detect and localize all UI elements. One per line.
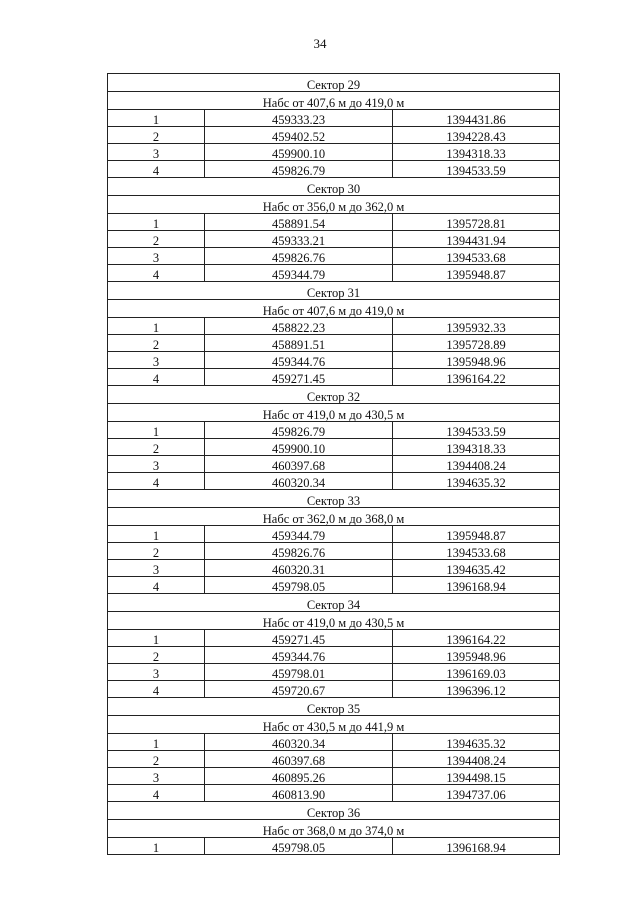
table-row xyxy=(108,422,560,439)
sector-title: Сектор 34 xyxy=(108,594,560,612)
table-row xyxy=(108,161,560,178)
sector-altitude-range: Набс от 362,0 м до 368,0 м xyxy=(108,508,560,526)
point-number: 2 xyxy=(108,127,205,144)
sector-range-row xyxy=(108,196,560,214)
coordinate-y: 1395932.33 xyxy=(393,318,560,335)
sector-range-row xyxy=(108,716,560,734)
coordinate-x: 459271.45 xyxy=(205,369,393,386)
coordinate-x: 459900.10 xyxy=(205,439,393,456)
coordinate-y: 1394533.68 xyxy=(393,248,560,265)
table-body xyxy=(108,74,560,855)
coordinate-y: 1395948.87 xyxy=(393,526,560,543)
point-number: 2 xyxy=(108,439,205,456)
sector-range-row xyxy=(108,92,560,110)
coordinate-x: 458891.51 xyxy=(205,335,393,352)
sector-coordinates-table xyxy=(107,73,560,855)
sector-title-row xyxy=(108,386,560,404)
coordinate-x: 459798.01 xyxy=(205,664,393,681)
coordinate-y: 1394431.94 xyxy=(393,231,560,248)
page-number: 34 xyxy=(313,36,327,51)
point-number: 2 xyxy=(108,647,205,664)
coordinate-y: 1394318.33 xyxy=(393,144,560,161)
coordinate-x: 459344.79 xyxy=(205,265,393,282)
table-row xyxy=(108,214,560,231)
coordinate-x: 458891.54 xyxy=(205,214,393,231)
coordinate-x: 459798.05 xyxy=(205,838,393,855)
point-number: 1 xyxy=(108,422,205,439)
sector-range-row xyxy=(108,300,560,318)
point-number: 2 xyxy=(108,751,205,768)
coordinate-x: 459826.79 xyxy=(205,161,393,178)
point-number: 3 xyxy=(108,144,205,161)
point-number: 3 xyxy=(108,456,205,473)
sector-altitude-range: Набс от 407,6 м до 419,0 м xyxy=(108,300,560,318)
coordinate-y: 1394408.24 xyxy=(393,456,560,473)
coordinate-y: 1394533.59 xyxy=(393,422,560,439)
table-row xyxy=(108,110,560,127)
point-number: 4 xyxy=(108,265,205,282)
sector-title: Сектор 36 xyxy=(108,802,560,820)
coordinate-y: 1396396.12 xyxy=(393,681,560,698)
sector-title-row xyxy=(108,594,560,612)
sector-title: Сектор 35 xyxy=(108,698,560,716)
table-row xyxy=(108,751,560,768)
point-number: 1 xyxy=(108,318,205,335)
table-row xyxy=(108,630,560,647)
coordinate-x: 460320.34 xyxy=(205,734,393,751)
sector-title-row xyxy=(108,74,560,92)
coordinate-y: 1394318.33 xyxy=(393,439,560,456)
table-row xyxy=(108,647,560,664)
coordinate-y: 1396169.03 xyxy=(393,664,560,681)
coordinate-x: 460320.31 xyxy=(205,560,393,577)
point-number: 3 xyxy=(108,560,205,577)
table-row xyxy=(108,352,560,369)
coordinate-x: 460813.90 xyxy=(205,785,393,802)
point-number: 3 xyxy=(108,664,205,681)
point-number: 4 xyxy=(108,785,205,802)
coordinate-x: 459826.79 xyxy=(205,422,393,439)
point-number: 4 xyxy=(108,161,205,178)
table-row xyxy=(108,768,560,785)
coordinate-y: 1396164.22 xyxy=(393,630,560,647)
coordinate-x: 459402.52 xyxy=(205,127,393,144)
sector-altitude-range: Набс от 356,0 м до 362,0 м xyxy=(108,196,560,214)
coordinate-x: 459333.21 xyxy=(205,231,393,248)
table-row xyxy=(108,335,560,352)
sector-title-row xyxy=(108,282,560,300)
point-number: 3 xyxy=(108,768,205,785)
point-number: 1 xyxy=(108,110,205,127)
table-row xyxy=(108,838,560,855)
coordinate-y: 1394228.43 xyxy=(393,127,560,144)
sector-title: Сектор 32 xyxy=(108,386,560,404)
sector-altitude-range: Набс от 419,0 м до 430,5 м xyxy=(108,404,560,422)
coordinate-y: 1394635.42 xyxy=(393,560,560,577)
table-row xyxy=(108,369,560,386)
sector-range-row xyxy=(108,508,560,526)
sector-altitude-range: Набс от 430,5 м до 441,9 м xyxy=(108,716,560,734)
coordinate-x: 459720.67 xyxy=(205,681,393,698)
table-row xyxy=(108,526,560,543)
coordinate-x: 460895.26 xyxy=(205,768,393,785)
table-row xyxy=(108,144,560,161)
table-row xyxy=(108,127,560,144)
table-row xyxy=(108,560,560,577)
coordinate-x: 459271.45 xyxy=(205,630,393,647)
coordinate-y: 1394533.68 xyxy=(393,543,560,560)
point-number: 4 xyxy=(108,473,205,490)
coordinate-y: 1396168.94 xyxy=(393,577,560,594)
point-number: 3 xyxy=(108,248,205,265)
point-number: 2 xyxy=(108,543,205,560)
coordinate-x: 459826.76 xyxy=(205,543,393,560)
point-number: 1 xyxy=(108,838,205,855)
coordinate-x: 460397.68 xyxy=(205,751,393,768)
sector-title: Сектор 33 xyxy=(108,490,560,508)
coordinate-x: 458822.23 xyxy=(205,318,393,335)
table-row xyxy=(108,439,560,456)
sector-title: Сектор 30 xyxy=(108,178,560,196)
coordinate-y: 1394408.24 xyxy=(393,751,560,768)
coordinate-x: 459900.10 xyxy=(205,144,393,161)
coordinate-y: 1395948.87 xyxy=(393,265,560,282)
table-row xyxy=(108,473,560,490)
point-number: 1 xyxy=(108,630,205,647)
sector-altitude-range: Набс от 419,0 м до 430,5 м xyxy=(108,612,560,630)
coordinate-y: 1395948.96 xyxy=(393,352,560,369)
table-row xyxy=(108,456,560,473)
sector-title-row xyxy=(108,698,560,716)
point-number: 4 xyxy=(108,577,205,594)
table-row xyxy=(108,265,560,282)
coordinate-y: 1395728.81 xyxy=(393,214,560,231)
table-row xyxy=(108,577,560,594)
sector-range-row xyxy=(108,404,560,422)
table-row xyxy=(108,734,560,751)
sector-title-row xyxy=(108,802,560,820)
sector-altitude-range: Набс от 407,6 м до 419,0 м xyxy=(108,92,560,110)
coordinate-x: 459344.76 xyxy=(205,352,393,369)
coordinate-y: 1396168.94 xyxy=(393,838,560,855)
coordinate-x: 460397.68 xyxy=(205,456,393,473)
sector-title: Сектор 31 xyxy=(108,282,560,300)
coordinate-y: 1394737.06 xyxy=(393,785,560,802)
coordinate-x: 460320.34 xyxy=(205,473,393,490)
table-row xyxy=(108,318,560,335)
table-row xyxy=(108,681,560,698)
table-row xyxy=(108,543,560,560)
coordinate-y: 1394498.15 xyxy=(393,768,560,785)
sector-range-row xyxy=(108,612,560,630)
point-number: 3 xyxy=(108,352,205,369)
sector-range-row xyxy=(108,820,560,838)
point-number: 1 xyxy=(108,526,205,543)
table-row xyxy=(108,664,560,681)
sector-title: Сектор 29 xyxy=(108,74,560,92)
coordinate-y: 1394635.32 xyxy=(393,734,560,751)
point-number: 1 xyxy=(108,214,205,231)
coordinate-x: 459344.76 xyxy=(205,647,393,664)
coordinate-y: 1396164.22 xyxy=(393,369,560,386)
coordinate-y: 1394635.32 xyxy=(393,473,560,490)
point-number: 4 xyxy=(108,681,205,698)
sector-title-row xyxy=(108,490,560,508)
coordinate-x: 459333.23 xyxy=(205,110,393,127)
sector-altitude-range: Набс от 368,0 м до 374,0 м xyxy=(108,820,560,838)
coordinate-y: 1395728.89 xyxy=(393,335,560,352)
point-number: 4 xyxy=(108,369,205,386)
table-row xyxy=(108,248,560,265)
point-number: 2 xyxy=(108,335,205,352)
coordinate-y: 1394431.86 xyxy=(393,110,560,127)
coordinate-y: 1395948.96 xyxy=(393,647,560,664)
table-row xyxy=(108,231,560,248)
point-number: 1 xyxy=(108,734,205,751)
sector-title-row xyxy=(108,178,560,196)
coordinate-x: 459798.05 xyxy=(205,577,393,594)
point-number: 2 xyxy=(108,231,205,248)
coordinate-x: 459344.79 xyxy=(205,526,393,543)
coordinate-x: 459826.76 xyxy=(205,248,393,265)
coordinate-y: 1394533.59 xyxy=(393,161,560,178)
table-row xyxy=(108,785,560,802)
